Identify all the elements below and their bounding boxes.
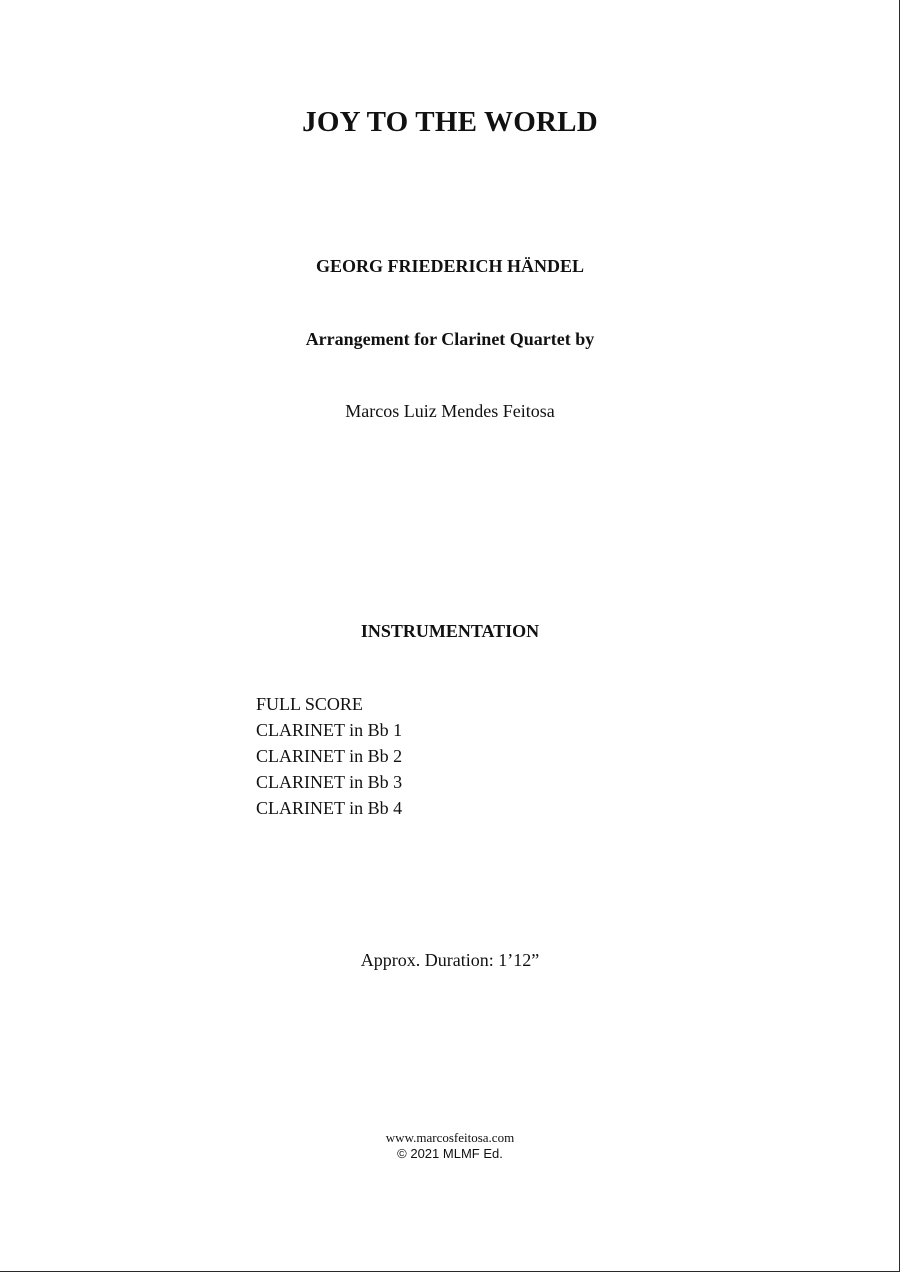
instrumentation-heading: INSTRUMENTATION [360,621,540,641]
part-item-clarinet-3: CLARINET in Bb 3 [256,772,403,792]
arranger-name: Marcos Luiz Mendes Feitosa [345,401,555,421]
part-item-full-score: FULL SCORE [256,694,363,714]
arrangement-line: Arrangement for Clarinet Quartet by [305,329,595,349]
part-item-clarinet-4: CLARINET in Bb 4 [256,798,403,818]
part-item-clarinet-1: CLARINET in Bb 1 [256,720,403,740]
footer-copyright: © 2021 MLMF Ed. [397,1146,503,1161]
part-item-clarinet-2: CLARINET in Bb 2 [256,746,403,766]
score-title: JOY TO THE WORLD [302,106,598,138]
approx-duration: Approx. Duration: 1’12” [360,950,540,970]
footer-website: www.marcosfeitosa.com [385,1130,515,1145]
instrumentation-list [256,691,402,821]
composer-name: GEORG FRIEDERICH HÄNDEL [315,256,585,276]
